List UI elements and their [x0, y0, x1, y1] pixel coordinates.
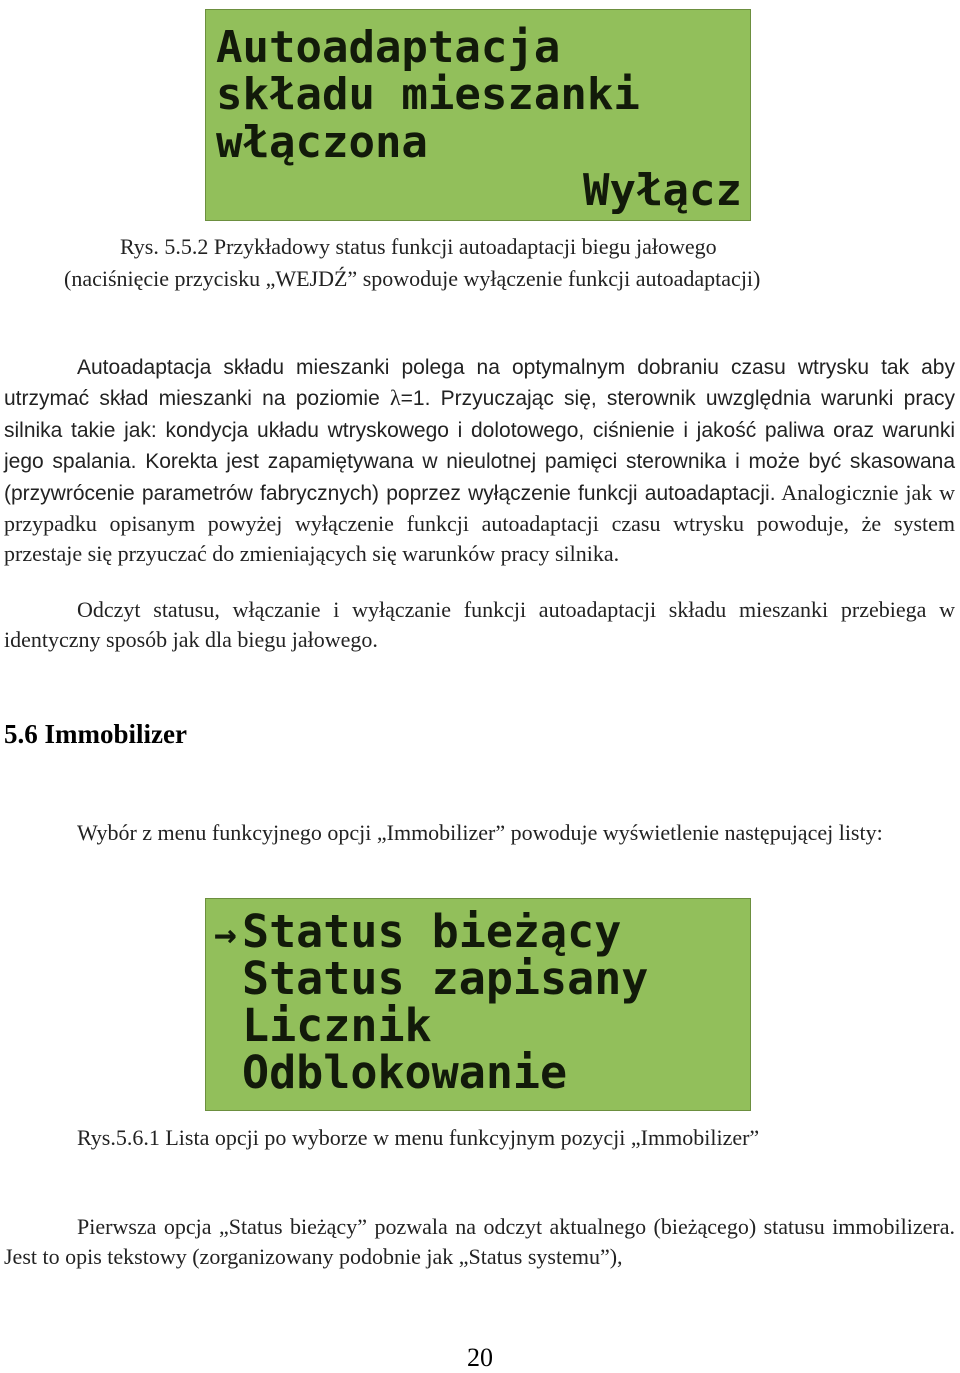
- menu-item-status-current[interactable]: [214, 905, 622, 958]
- lcd-display-autoadaptation: [205, 9, 751, 221]
- lcd-line-1: Autoadaptacja: [216, 22, 561, 73]
- paragraph-immobilizer-intro: Wybór z menu funkcyjnego opcji „Immobilizer” powoduje wyświetlenie następującej listy:: [77, 820, 883, 845]
- paragraph-1-sans-rest: =1. Przyuczając się, sterownik uwzględnia warunki pracy silnika takie jak: kondycja układu wtryskowego i dolotowego, ciśnienie i jakość paliwa oraz warunki jego spalania. Korekta jest zapamiętywana w nieulotnej pamięci sterownika i może być skasowana (przywrócenie parametrów fabrycznych) poprzez wyłączenie funkcji autoadaptacji.: [4, 387, 956, 505]
- menu-item-label: Status bieżący: [242, 905, 622, 958]
- paragraph-1-serif-tail: Analogicznie jak w przypadku opisanym powyżej wyłączenie funkcji autoadaptacji czasu wtrysku powoduje, że system przestaje się przyuczać do zmieniających się warunków pracy silnika.: [4, 479, 956, 567]
- page-number: 20: [467, 1343, 493, 1372]
- paragraph-1-sans-intro: Autoadaptacja składu mieszanki polega na optymalnym dobraniu czasu wtrysku tak aby utrzymać skład mieszanki na poziomie: [4, 356, 955, 411]
- lcd-line-2: składu mieszanki: [216, 69, 640, 120]
- figure-caption-2: Rys.5.6.1 Lista opcji po wyborze w menu funkcyjnym pozycji „Immobilizer”: [77, 1125, 760, 1150]
- menu-item-status-saved[interactable]: Status zapisany: [242, 952, 649, 1005]
- section-heading-immobilizer: 5.6 Immobilizer: [4, 719, 187, 749]
- lcd-action-label: Wyłącz: [583, 165, 742, 216]
- cursor-arrow-icon: →: [214, 912, 237, 956]
- lcd-line-3: włączona: [216, 117, 428, 168]
- paragraph-status-reading: Odczyt statusu, włączanie i wyłączanie funkcji autoadaptacji składu mieszanki przebiega w identyczny sposób jak dla biegu jałowego.: [4, 597, 955, 653]
- figure-caption-1-line-1: Rys. 5.5.2 Przykładowy status funkcji autoadaptacji biegu jałowego: [120, 234, 717, 259]
- lambda-symbol: λ: [389, 385, 401, 411]
- menu-item-unlock[interactable]: Odblokowanie: [242, 1046, 568, 1099]
- menu-item-counter[interactable]: Licznik: [242, 999, 432, 1052]
- figure-caption-1-line-2: (naciśnięcie przycisku „WEJDŹ” spowoduje wyłączenie funkcji autoadaptacji): [64, 266, 761, 291]
- paragraph-status-current: Pierwsza opcja „Status bieżący” pozwala na odczyt aktualnego (bieżącego) statusu immobilizera. Jest to opis tekstowy (zorganizowany podobnie jak „Status systemu”),: [4, 1214, 955, 1270]
- lcd-display-immobilizer-menu: [205, 898, 751, 1111]
- paragraph-autoadaptation: [4, 352, 955, 570]
